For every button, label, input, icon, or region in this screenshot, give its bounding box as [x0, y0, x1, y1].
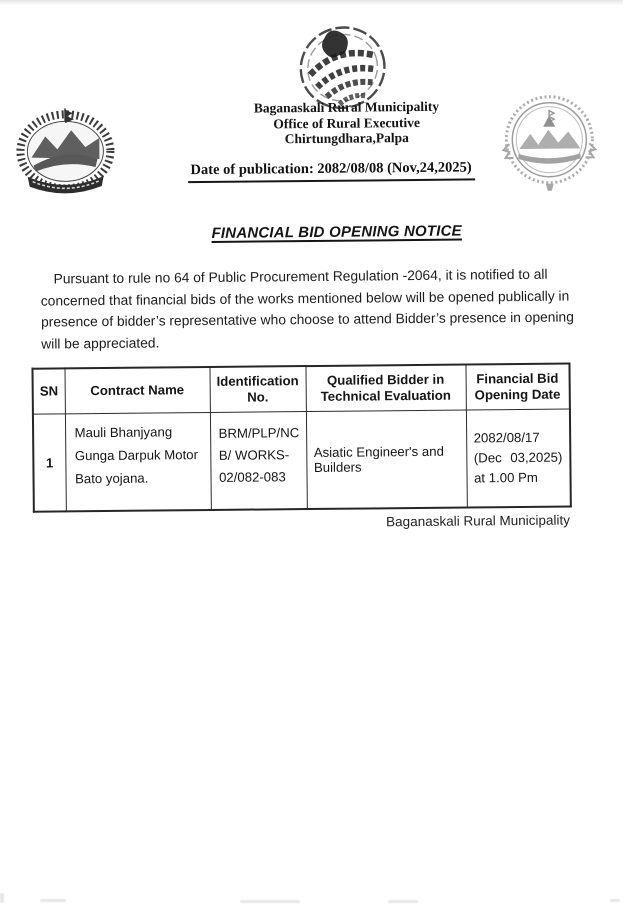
col-header-sn: SN: [32, 369, 64, 415]
scan-speck: [0, 893, 4, 903]
office-address: Chirtungdhara,Palpa: [284, 130, 409, 147]
col-header-contract-name: Contract Name: [64, 367, 209, 414]
col-header-identification-no: Identification No.: [209, 366, 305, 412]
cell-qualified-bidder: Asiatic Engineer's and Builders: [306, 410, 467, 509]
notice-title: FINANCIAL BID OPENING NOTICE: [211, 222, 462, 242]
col-header-qualified-bidder: Qualified Bidder in Technical Evaluation: [305, 365, 465, 412]
scan-speck: [388, 900, 418, 903]
notice-body: Pursuant to rule no 64 of Public Procurement Regulation -2064, it is notified to all concerned that financial bids of the works mentioned below will be opened publically in presence of bidder’s representative who choose to attend Bidder’s presence in opening will be appreciated.: [40, 266, 574, 352]
document-header: [0, 0, 623, 203]
nepal-coat-of-arms-icon: [14, 105, 117, 201]
scan-speck: [40, 899, 66, 902]
cell-opening-date: 2082/08/17 (Dec 03,2025) at 1.00 Pm: [466, 409, 571, 507]
scan-speck: [240, 900, 300, 903]
municipality-name: Baganaskali Rural Municipality: [253, 98, 440, 116]
municipality-round-seal-icon: [501, 92, 598, 193]
bid-opening-table: [31, 363, 571, 513]
letterhead-text: [254, 99, 440, 147]
cell-identification-no: BRM/PLP/NCB/ WORKS-02/082-083: [210, 412, 307, 510]
table-row: [33, 409, 571, 512]
signature-line: Baganaskali Rural Municipality: [386, 512, 571, 530]
cell-contract-name: Mauli Bhanjyang Gunga Darpuk Motor Bato yojana.: [65, 413, 211, 512]
publication-date: Date of publication: 2082/08/08 (Nov,24,2025): [187, 159, 474, 183]
scan-speck: [610, 899, 620, 902]
office-name: Office of Rural Executive: [273, 114, 421, 131]
col-header-opening-date: Financial Bid Opening Date: [465, 364, 569, 410]
table-header-row: [32, 364, 569, 415]
cell-sn: 1: [33, 414, 66, 512]
